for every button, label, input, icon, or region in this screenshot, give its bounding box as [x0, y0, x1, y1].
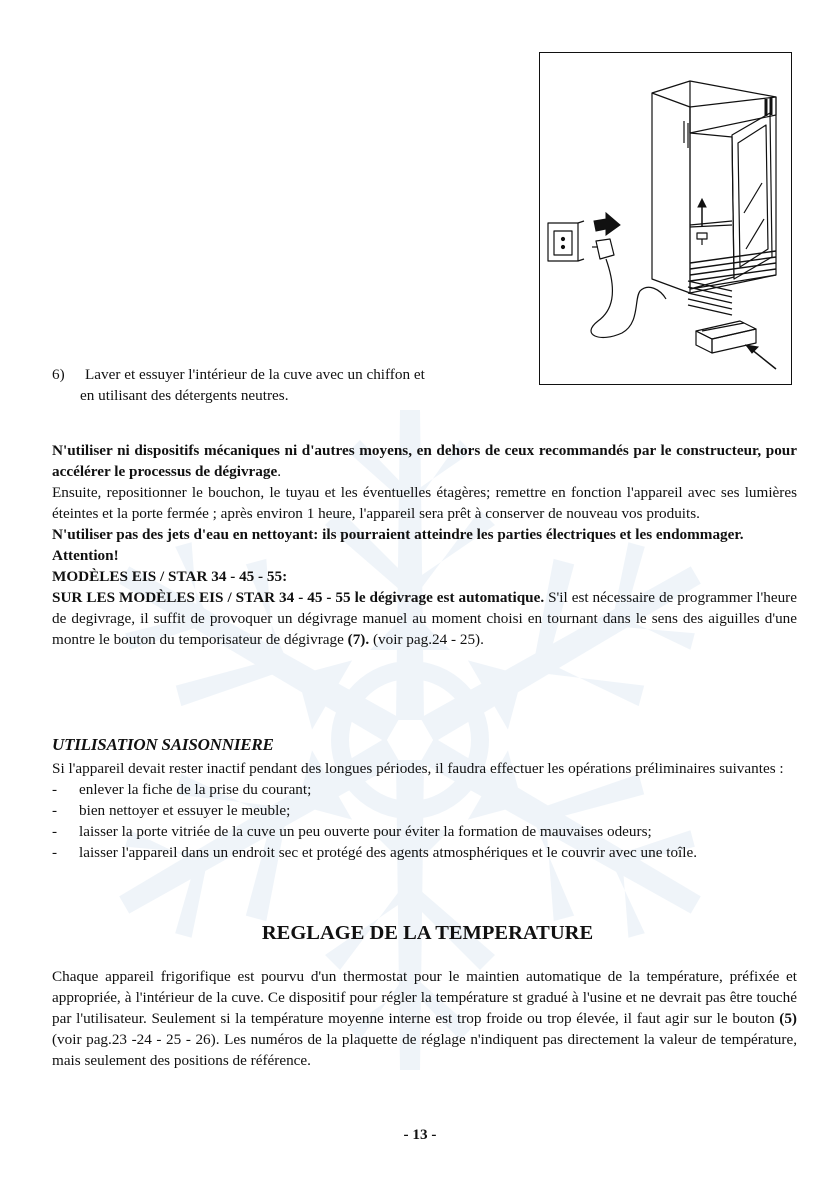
list-item: - laisser l'appareil dans un endroit sec et protégé des agents atmosphériques et le couvrir avec une toîle.	[52, 844, 698, 861]
list-item: - bien nettoyer et essuyer le meuble;	[52, 802, 291, 819]
automatic-defrost-paragraph: SUR LES MODÈLES EIS / STAR 34 - 45 - 55 le dégivrage est automatique. S'il est nécessaire de programmer l'heure de degivrage, il suffit de provoquer un dégivrage manuel au moment choisi en tournant dans le sens des aiguilles d'une montre le bouton du temporisateur de dégivrage (7). (voir pag.24 - 25).	[52, 589, 797, 648]
temperature-section	[52, 966, 797, 1071]
cabinet-illustration	[539, 52, 792, 385]
restart-instructions: Ensuite, repositionner le bouchon, le tuyau et les éventuelles étagères; remettre en fonction l'appareil avec ses lumières éteintes et la porte fermée ; après environ 1 heure, l'appareil sera prêt à conserver de nouveau vos produits.	[52, 484, 797, 522]
defrost-section	[52, 440, 797, 650]
mechanical-warning: N'utiliser ni dispositifs mécaniques ni d'autres moyens, en dehors de ceux recommandés par le constructeur, pour accélérer le processus de dégivrage.	[52, 442, 797, 480]
display-cabinet-drawing	[540, 53, 793, 386]
seasonal-title: UTILISATION SAISONNIERE	[52, 735, 274, 754]
page-number: - 13 -	[403, 1126, 437, 1143]
temperature-heading: REGLAGE DE LA TEMPERATURE	[261, 922, 594, 944]
water-jet-warning: N'utiliser pas des jets d'eau en nettoyant: ils pourraient atteindre les parties électriques et les endommager.	[52, 526, 744, 543]
list-item: - laisser la porte vitriée de la cuve un peu ouverte pour éviter la formation de mauvaises odeurs;	[52, 823, 652, 840]
seasonal-section	[52, 758, 797, 863]
step-number: 6)	[52, 366, 65, 383]
seasonal-intro: Si l'appareil devait rester inactif pendant des longues périodes, il faudra effectuer les opérations préliminaires suivantes :	[52, 760, 784, 777]
list-item: - enlever la fiche de la prise du courant;	[52, 781, 312, 798]
step-6-line2: en utilisant des détergents neutres.	[80, 387, 289, 404]
models-label: MODÈLES EIS / STAR 34 - 45 - 55:	[52, 568, 288, 585]
attention-label: Attention!	[52, 547, 119, 564]
temperature-paragraph: Chaque appareil frigorifique est pourvu d'un thermostat pour le maintien automatique de la température, préfixée et appropriée, à l'intérieur de la cuve. Ce dispositif pour régler la température st gradué à l'usine et ne devrait pas être touché par l'utilisateur. Seulement si la température moyenne interne est trop froide ou trop élevée, il faut agir sur le bouton (5) (voir pag.23 -24 - 25 - 26). Les numéros de la plaquette de réglage n'indiquent pas directement la valeur de température, mais seulement des positions de référence.	[52, 968, 797, 1069]
step-6	[52, 364, 502, 406]
seasonal-list	[52, 779, 797, 863]
step-6-line1: Laver et essuyer l'intérieur de la cuve avec un chiffon et	[85, 366, 425, 383]
